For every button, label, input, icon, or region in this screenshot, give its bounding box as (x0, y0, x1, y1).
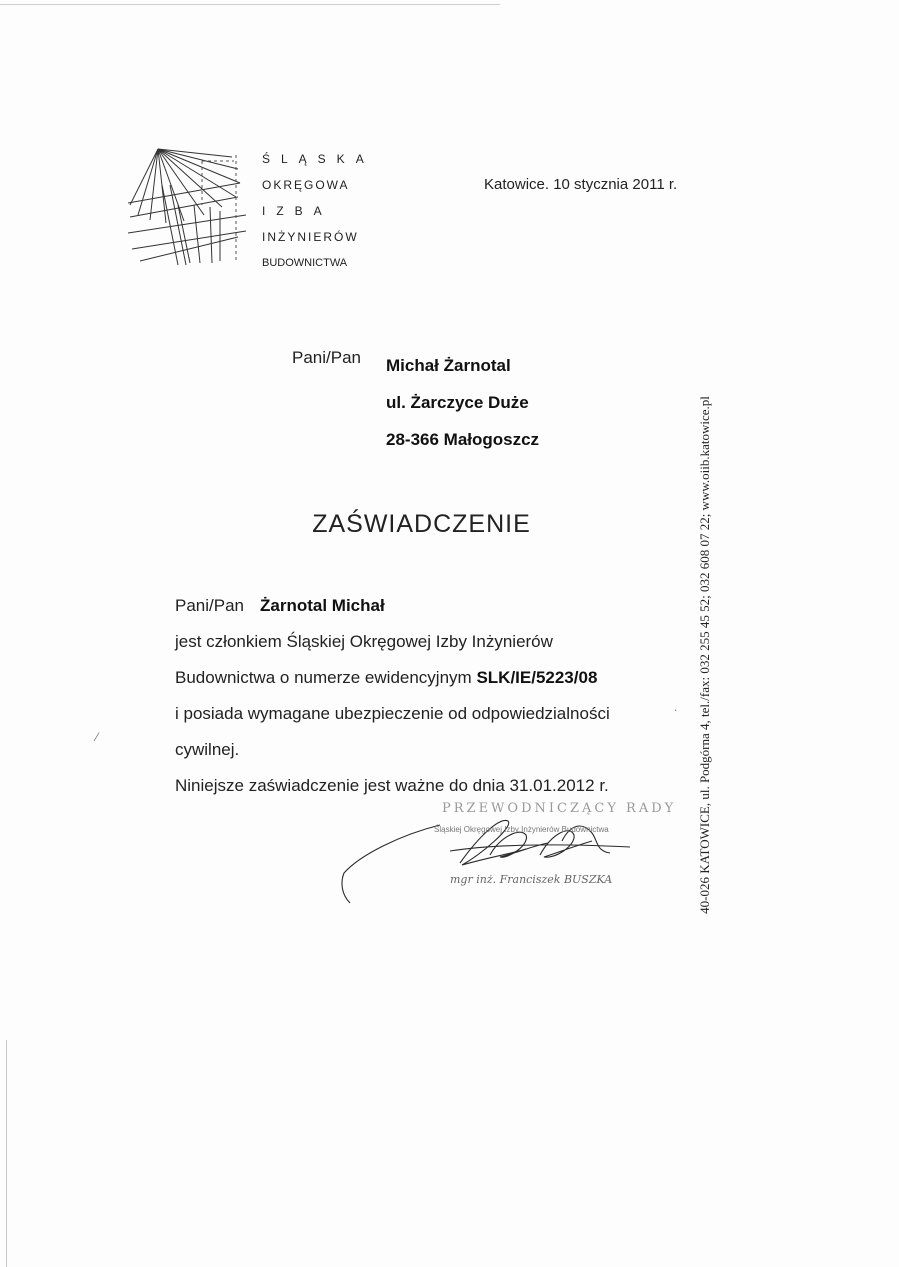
logo-line-3: IZBA (262, 204, 333, 218)
member-line (175, 588, 715, 624)
stamp-signer: mgr inż. Franciszek BUSZKA (450, 873, 613, 886)
logo-line-5: BUDOWNICTWA (262, 257, 348, 269)
body-line-4: i posiada wymagane ubezpieczenie od odpowiedzialności (175, 704, 610, 723)
body-line-5: cywilnej. (175, 740, 240, 759)
recipient-salutation: Pani/Pan (292, 348, 361, 367)
chamber-name-logotype (262, 146, 375, 276)
logo-line-4: INŻYNIERÓW (262, 230, 359, 244)
document-title: ZAŚWIADCZENIE (312, 510, 531, 538)
registration-number: SLK/IE/5223/08 (476, 668, 598, 687)
member-salutation: Pani/Pan (175, 596, 244, 615)
recipient-address (386, 347, 539, 458)
stamp-organization: Śląskiej Okręgowej Izby Inżynierów Budownictwa (434, 825, 609, 834)
validity-statement: Niniejsze zaświadczenie jest ważne do dnia 31.01.2012 r. (175, 776, 609, 795)
body-line-2: jest członkiem Śląskiej Okręgowej Izby Inżynierów (175, 632, 553, 651)
scan-edge-line-left (6, 1040, 7, 1267)
address-footer-vertical: 40-026 KATOWICE, ul. Podgórna 4, tel./fax: 032 255 45 52; 032 608 07 22; www.oiib.katowice.pl (697, 396, 712, 914)
logo-line-2: OKRĘGOWA (262, 178, 350, 192)
scan-mark: . (674, 700, 678, 714)
recipient-name: Michał Żarnotal (386, 356, 511, 375)
recipient-city: 28-366 Małogoszcz (386, 430, 540, 449)
body-line-3-text: Budownictwa o numerze ewidencyjnym (175, 668, 472, 687)
official-stamp (330, 795, 677, 915)
scan-edge-line (0, 4, 500, 5)
member-name: Żarnotal Michał (260, 596, 385, 615)
scan-mark: ⁄ (96, 730, 99, 744)
stamp-header: PRZEWODNICZĄCY RADY (442, 801, 677, 816)
certificate-body (175, 588, 715, 804)
issue-date: Katowice. 10 stycznia 2011 r. (484, 176, 678, 193)
logo-line-1: ŚLĄSKA (262, 152, 375, 166)
body-line-3 (175, 660, 715, 696)
recipient-street: ul. Żarczyce Duże (386, 393, 529, 412)
chamber-logo-icon (128, 145, 250, 267)
